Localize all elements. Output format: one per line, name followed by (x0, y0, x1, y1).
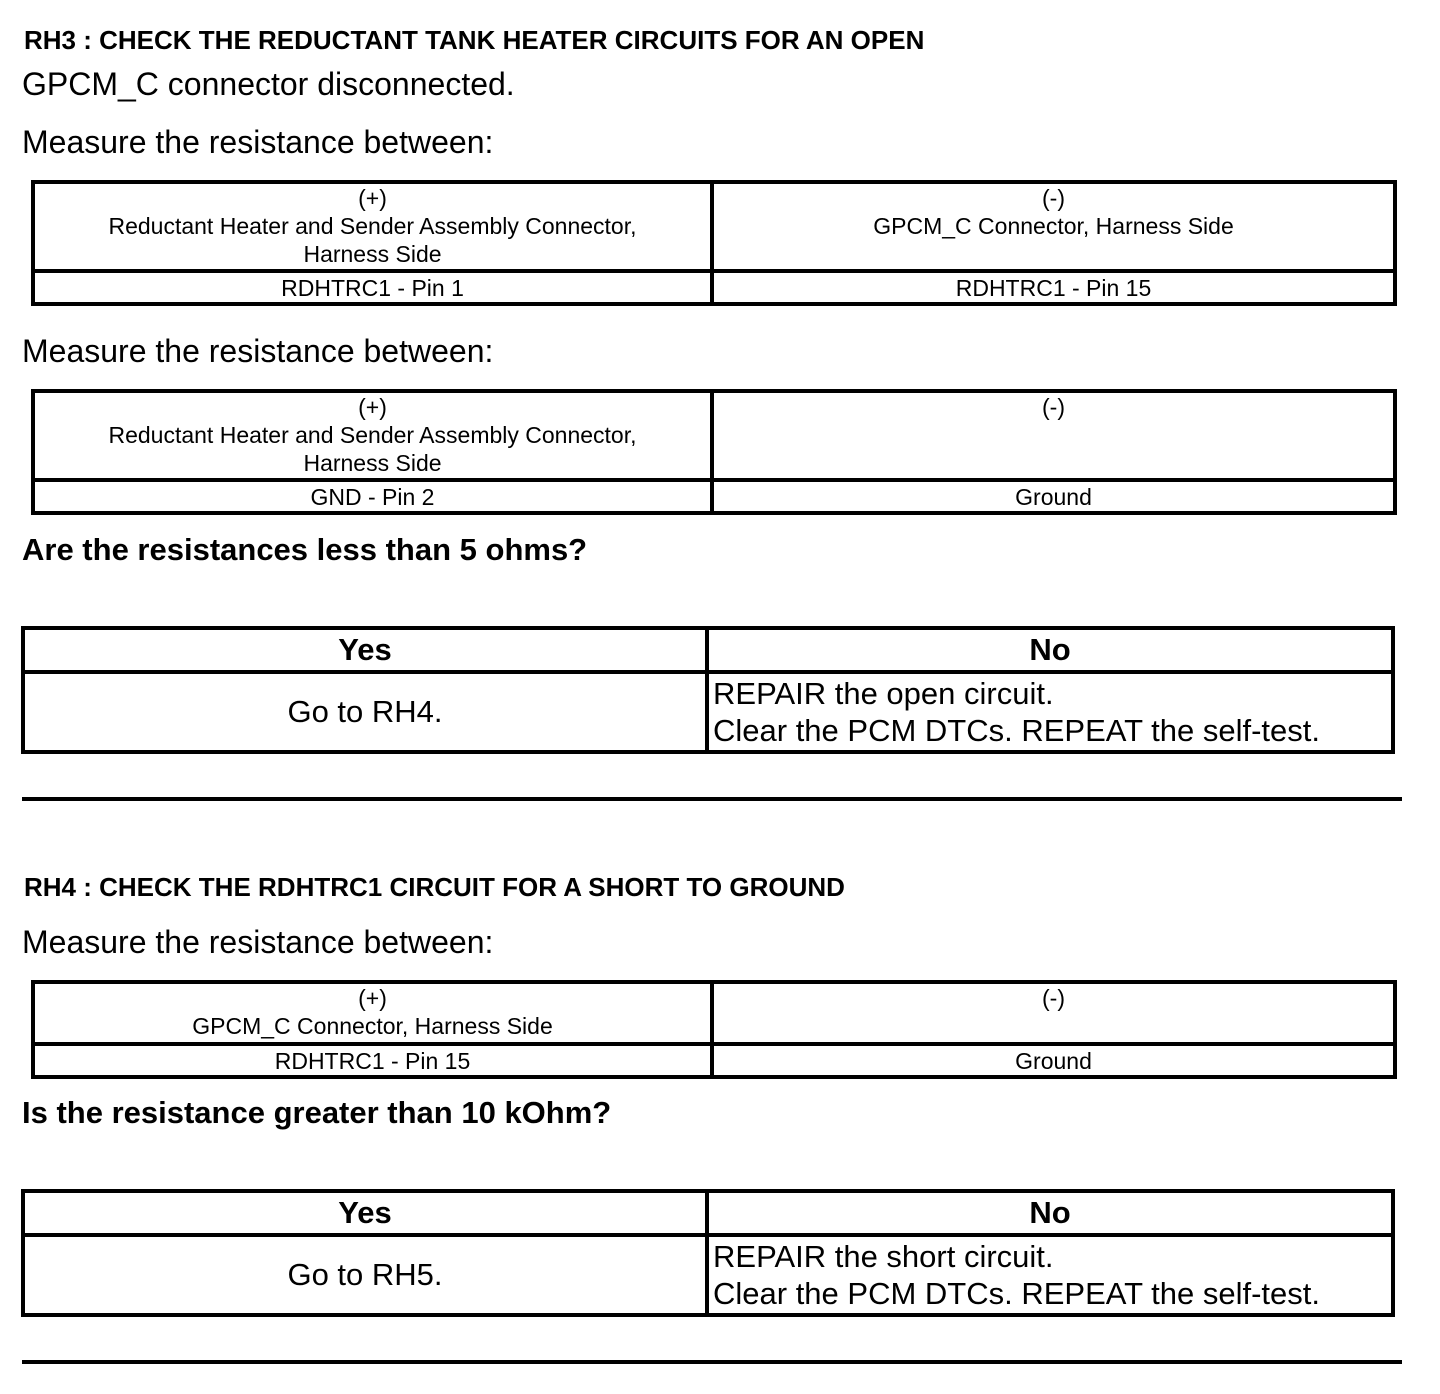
plus-connector-label-line1: Reductant Heater and Sender Assembly Connector, (108, 422, 637, 448)
rh4-measure1-table (31, 980, 1397, 1079)
plus-connector-label-line2: Harness Side (303, 241, 442, 267)
plus-pin-cell: GND - Pin 2 (33, 480, 712, 513)
yes-header: Yes (23, 628, 707, 672)
plus-sign: (+) (358, 394, 387, 420)
yes-header: Yes (23, 1191, 707, 1235)
rh4-question: Is the resistance greater than 10 kOhm? (22, 1095, 612, 1130)
no-action-line1: REPAIR the open circuit. (713, 676, 1054, 711)
no-header: No (707, 628, 1393, 672)
section-divider (22, 797, 1402, 801)
rh3-measure1-table (31, 180, 1397, 306)
no-action (707, 1235, 1393, 1315)
no-action-line2: Clear the PCM DTCs. REPEAT the self-test. (713, 1276, 1320, 1311)
plus-connector-label-line1: Reductant Heater and Sender Assembly Connector, (108, 213, 637, 239)
rh3-measure2-table (31, 389, 1397, 515)
no-action (707, 672, 1393, 752)
rh4-heading: RH4 : CHECK THE RDHTRC1 CIRCUIT FOR A SHORT TO GROUND (24, 872, 845, 902)
plus-sign: (+) (358, 185, 387, 211)
plus-connector-cell (33, 182, 712, 271)
rh3-measure2-intro: Measure the resistance between: (22, 333, 494, 369)
section-divider (22, 1360, 1402, 1364)
rh3-step-text: GPCM_C connector disconnected. (22, 66, 515, 102)
plus-connector-label: GPCM_C Connector, Harness Side (192, 1013, 553, 1039)
minus-pin-cell: RDHTRC1 - Pin 15 (712, 271, 1395, 304)
minus-pin-cell: Ground (712, 1044, 1395, 1077)
yes-action: Go to RH4. (23, 672, 707, 752)
plus-pin-cell: RDHTRC1 - Pin 15 (33, 1044, 712, 1077)
rh3-heading: RH3 : CHECK THE REDUCTANT TANK HEATER CIRCUITS FOR AN OPEN (24, 25, 925, 55)
minus-connector-cell (712, 391, 1395, 480)
minus-pin-cell: Ground (712, 480, 1395, 513)
plus-connector-label-line2: Harness Side (303, 450, 442, 476)
minus-sign: (-) (1042, 185, 1065, 211)
minus-connector-cell (712, 982, 1395, 1044)
rh4-answer-table (21, 1189, 1395, 1317)
yes-action: Go to RH5. (23, 1235, 707, 1315)
minus-sign: (-) (1042, 985, 1065, 1011)
plus-pin-cell: RDHTRC1 - Pin 1 (33, 271, 712, 304)
rh3-measure1-intro: Measure the resistance between: (22, 124, 494, 160)
rh4-measure1-intro: Measure the resistance between: (22, 924, 494, 960)
no-action-line2: Clear the PCM DTCs. REPEAT the self-test. (713, 713, 1320, 748)
minus-connector-cell (712, 182, 1395, 271)
rh3-answer-table (21, 626, 1395, 754)
no-header: No (707, 1191, 1393, 1235)
rh3-question: Are the resistances less than 5 ohms? (22, 532, 588, 567)
no-action-line1: REPAIR the short circuit. (713, 1239, 1054, 1274)
minus-connector-label: GPCM_C Connector, Harness Side (873, 213, 1234, 239)
plus-connector-cell (33, 391, 712, 480)
plus-sign: (+) (358, 985, 387, 1011)
plus-connector-cell (33, 982, 712, 1044)
minus-sign: (-) (1042, 394, 1065, 420)
